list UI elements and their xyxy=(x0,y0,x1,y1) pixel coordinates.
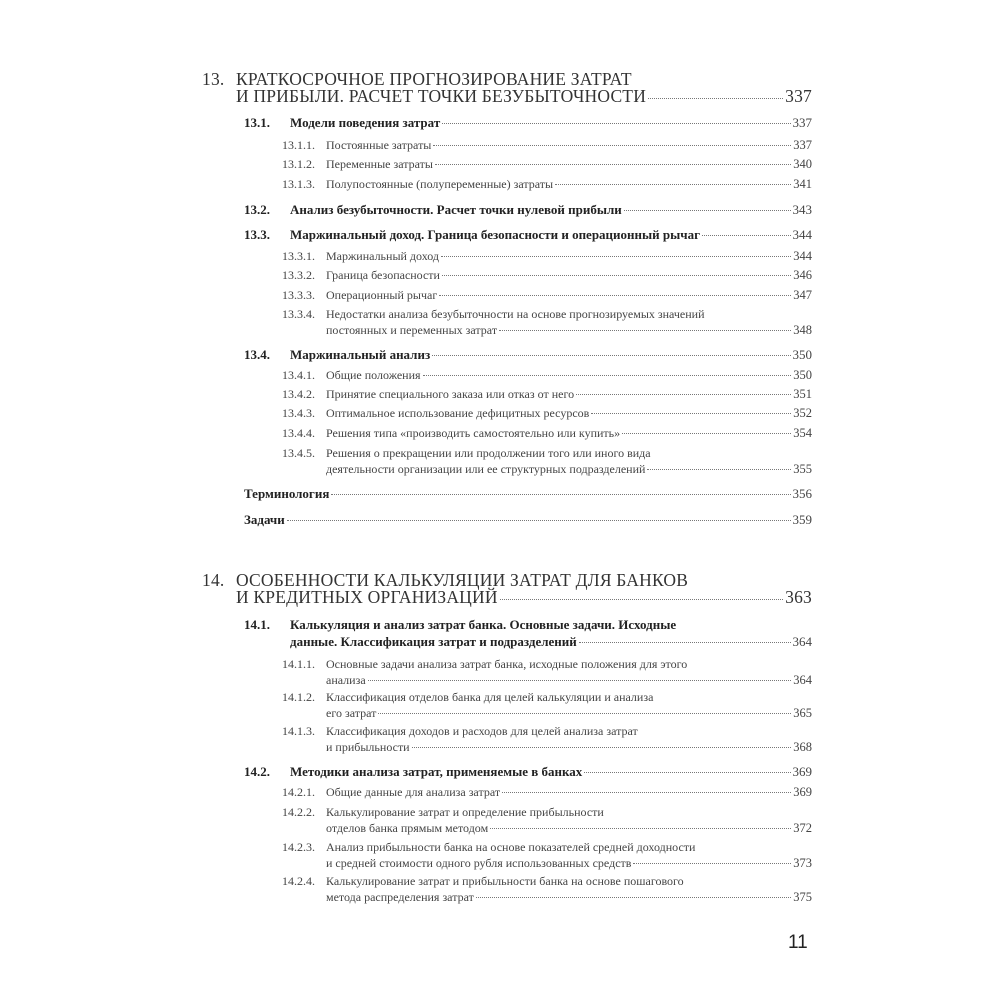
entry-title: Решения типа «производить самостоятельно или купить» xyxy=(326,426,621,440)
dot-leader xyxy=(442,123,790,124)
toc-entry[interactable] xyxy=(282,405,812,421)
entry-title: Методики анализа затрат, применяемые в банках xyxy=(290,764,583,779)
entry-title: Постоянные затраты xyxy=(326,138,432,152)
entry-page: 364 xyxy=(792,634,812,649)
entry-number: 13.1.3. xyxy=(282,177,315,191)
entry-title: Калькуляция и анализ затрат банка. Основные задачи. Исходные xyxy=(290,617,677,632)
entry-title: Основные задачи анализа затрат банка, исходные положения для этого xyxy=(326,657,688,671)
entry-page: 341 xyxy=(793,177,812,191)
entry-number: 13.4.1. xyxy=(282,368,315,382)
entry-title: отделов банка прямым методом xyxy=(326,821,489,835)
dot-leader xyxy=(490,828,791,829)
toc-entry[interactable] xyxy=(202,572,812,606)
entry-title: Полупостоянные (полупеременные) затраты xyxy=(326,177,554,191)
entry-page: 365 xyxy=(793,706,812,720)
entry-number: 13.4.4. xyxy=(282,426,315,440)
entry-page: 363 xyxy=(785,587,812,607)
entry-title: деятельности организации или ее структурных подразделений xyxy=(326,462,646,476)
entry-title: Недостатки анализа безубыточности на основе прогнозируемых значений xyxy=(326,307,705,321)
entry-title: Принятие специального заказа или отказ от него xyxy=(326,387,575,401)
entry-number: 13.3.2. xyxy=(282,268,315,282)
dot-leader xyxy=(702,235,790,236)
entry-title: И ПРИБЫЛИ. РАСЧЕТ ТОЧКИ БЕЗУБЫТОЧНОСТИ xyxy=(236,86,647,106)
toc-entry[interactable] xyxy=(244,511,812,528)
dot-leader xyxy=(476,897,791,898)
entry-title: Калькулирование затрат и определение прибыльности xyxy=(326,805,604,819)
entry-title: метода распределения затрат xyxy=(326,890,474,904)
entry-number: 13.1.2. xyxy=(282,157,315,171)
entry-page: 354 xyxy=(793,426,812,440)
entry-title: Маржинальный анализ xyxy=(290,347,431,362)
dot-leader xyxy=(591,413,791,414)
entry-page: 344 xyxy=(793,249,812,263)
entry-page: 373 xyxy=(793,856,812,870)
toc-entry[interactable] xyxy=(282,839,812,871)
entry-title: ОСОБЕННОСТИ КАЛЬКУЛЯЦИИ ЗАТРАТ ДЛЯ БАНКОВ xyxy=(236,570,689,590)
toc-entry[interactable] xyxy=(282,656,812,688)
entry-title: Анализ безубыточности. Расчет точки нулевой прибыли xyxy=(290,202,622,217)
dot-leader xyxy=(287,520,791,521)
entry-number: 13.4. xyxy=(244,347,270,362)
toc-entry[interactable] xyxy=(282,723,812,755)
toc-entry[interactable] xyxy=(282,445,812,477)
entry-number: 14.1.1. xyxy=(282,657,315,671)
entry-page: 372 xyxy=(793,821,812,835)
entry-page: 356 xyxy=(792,486,812,501)
dot-leader xyxy=(584,772,790,773)
entry-page: 348 xyxy=(793,323,812,337)
entry-number: 13.3.4. xyxy=(282,307,315,321)
entry-title: Модели поведения затрат xyxy=(290,115,441,130)
entry-number: 14.1. xyxy=(244,617,270,632)
entry-number: 14.2.1. xyxy=(282,785,315,799)
dot-leader xyxy=(633,863,791,864)
toc-entry[interactable] xyxy=(244,346,812,363)
toc-entry[interactable] xyxy=(282,873,812,905)
entry-title: постоянных и переменных затрат xyxy=(326,323,498,337)
entry-number: 14.2.3. xyxy=(282,840,315,854)
entry-number: 13.1.1. xyxy=(282,138,315,152)
dot-leader xyxy=(439,295,791,296)
toc-entry[interactable] xyxy=(244,201,812,218)
entry-title: И КРЕДИТНЫХ ОРГАНИЗАЦИЙ xyxy=(236,587,498,607)
dot-leader xyxy=(368,680,792,681)
dot-leader xyxy=(378,713,791,714)
entry-title: и средней стоимости одного рубля использованных средств xyxy=(326,856,632,870)
dot-leader xyxy=(622,433,791,434)
entry-page: 368 xyxy=(793,740,812,754)
toc-entry[interactable] xyxy=(244,114,812,131)
entry-page: 369 xyxy=(793,785,812,799)
dot-leader xyxy=(499,330,791,331)
entry-page: 375 xyxy=(793,890,812,904)
toc-entry[interactable] xyxy=(282,137,812,153)
toc-entry[interactable] xyxy=(244,226,812,243)
toc-entry[interactable] xyxy=(282,784,812,800)
toc-entry[interactable] xyxy=(282,267,812,283)
dot-leader xyxy=(647,469,791,470)
entry-number: 13.3. xyxy=(244,227,270,242)
entry-title: анализа xyxy=(326,673,366,687)
entry-number: 13.2. xyxy=(244,202,270,217)
entry-title: Решения о прекращении или продолжении того или иного вида xyxy=(326,446,651,460)
entry-title: Граница безопасности xyxy=(326,268,440,282)
entry-page: 359 xyxy=(792,512,812,527)
entry-title: Терминология xyxy=(244,486,330,501)
toc-entry[interactable] xyxy=(282,386,812,402)
entry-title: Маржинальный доход. Граница безопасности и операционный рычаг xyxy=(290,227,701,242)
entry-number: 13.4.2. xyxy=(282,387,315,401)
entry-number: 13.3.1. xyxy=(282,249,315,263)
entry-number: 13.1. xyxy=(244,115,270,130)
entry-title: данные. Классификация затрат и подразделений xyxy=(290,634,577,649)
entry-title: Классификация отделов банка для целей калькуляции и анализа xyxy=(326,690,654,704)
toc-entry[interactable] xyxy=(244,485,812,502)
entry-number: 14.2.2. xyxy=(282,805,315,819)
entry-number: 13.4.3. xyxy=(282,406,315,420)
entry-number: 14.1.2. xyxy=(282,690,315,704)
entry-title: его затрат xyxy=(326,706,377,720)
dot-leader xyxy=(412,747,792,748)
entry-number: 13.3.3. xyxy=(282,288,315,302)
dot-leader xyxy=(579,642,791,643)
toc-entry[interactable] xyxy=(282,425,812,441)
entry-number: 14.2.4. xyxy=(282,874,315,888)
entry-page: 350 xyxy=(793,368,812,382)
entry-page: 352 xyxy=(793,406,812,420)
entry-title: КРАТКОСРОЧНОЕ ПРОГНОЗИРОВАНИЕ ЗАТРАТ xyxy=(236,69,632,89)
page-number: 11 xyxy=(788,932,808,953)
dot-leader xyxy=(423,375,792,376)
entry-page: 343 xyxy=(792,202,812,217)
entry-title: Общие данные для анализа затрат xyxy=(326,785,501,799)
entry-page: 355 xyxy=(793,462,812,476)
entry-page: 337 xyxy=(785,86,812,106)
dot-leader xyxy=(555,184,791,185)
entry-title: Переменные затраты xyxy=(326,157,433,171)
toc-entry[interactable] xyxy=(282,156,812,172)
entry-page: 340 xyxy=(793,157,812,171)
dot-leader xyxy=(502,792,791,793)
entry-title: Оптимальное использование дефицитных ресурсов xyxy=(326,406,590,420)
dot-leader xyxy=(433,145,791,146)
dot-leader xyxy=(624,210,791,211)
entry-title: Калькулирование затрат и прибыльности банка на основе пошагового xyxy=(326,874,684,888)
dot-leader xyxy=(441,256,791,257)
entry-number: 14.1.3. xyxy=(282,724,315,738)
dot-leader xyxy=(435,164,791,165)
entry-number: 14. xyxy=(202,570,225,590)
entry-page: 337 xyxy=(792,115,812,130)
entry-title: Общие положения xyxy=(326,368,421,382)
entry-title: Задачи xyxy=(244,512,285,527)
entry-title: Маржинальный доход xyxy=(326,249,440,263)
toc-entry[interactable] xyxy=(202,71,812,105)
dot-leader xyxy=(648,98,783,99)
toc-entry[interactable] xyxy=(282,248,812,264)
entry-page: 369 xyxy=(792,764,812,779)
entry-page: 364 xyxy=(793,673,812,687)
entry-number: 13. xyxy=(202,69,225,89)
entry-number: 14.2. xyxy=(244,764,270,779)
entry-title: Классификация доходов и расходов для целей анализа затрат xyxy=(326,724,638,738)
dot-leader xyxy=(576,394,791,395)
entry-title: Операционный рычаг xyxy=(326,288,438,302)
entry-page: 347 xyxy=(793,288,812,302)
dot-leader xyxy=(442,275,791,276)
toc-entry[interactable] xyxy=(282,367,812,383)
toc-entry[interactable] xyxy=(282,804,812,836)
entry-number: 13.4.5. xyxy=(282,446,315,460)
toc-entry[interactable] xyxy=(282,287,812,303)
entry-title: Анализ прибыльности банка на основе показателей средней доходности xyxy=(326,840,696,854)
dot-leader xyxy=(432,355,790,356)
dot-leader xyxy=(500,599,783,600)
toc-entry[interactable] xyxy=(282,689,812,721)
entry-page: 337 xyxy=(793,138,812,152)
toc-entry[interactable] xyxy=(282,176,812,192)
entry-page: 350 xyxy=(792,347,812,362)
dot-leader xyxy=(331,494,790,495)
entry-page: 344 xyxy=(792,227,812,242)
toc-entry[interactable] xyxy=(244,763,812,780)
entry-page: 351 xyxy=(793,387,812,401)
entry-title: и прибыльности xyxy=(326,740,410,754)
toc-entry[interactable] xyxy=(244,616,812,650)
entry-page: 346 xyxy=(793,268,812,282)
toc-entry[interactable] xyxy=(282,306,812,338)
